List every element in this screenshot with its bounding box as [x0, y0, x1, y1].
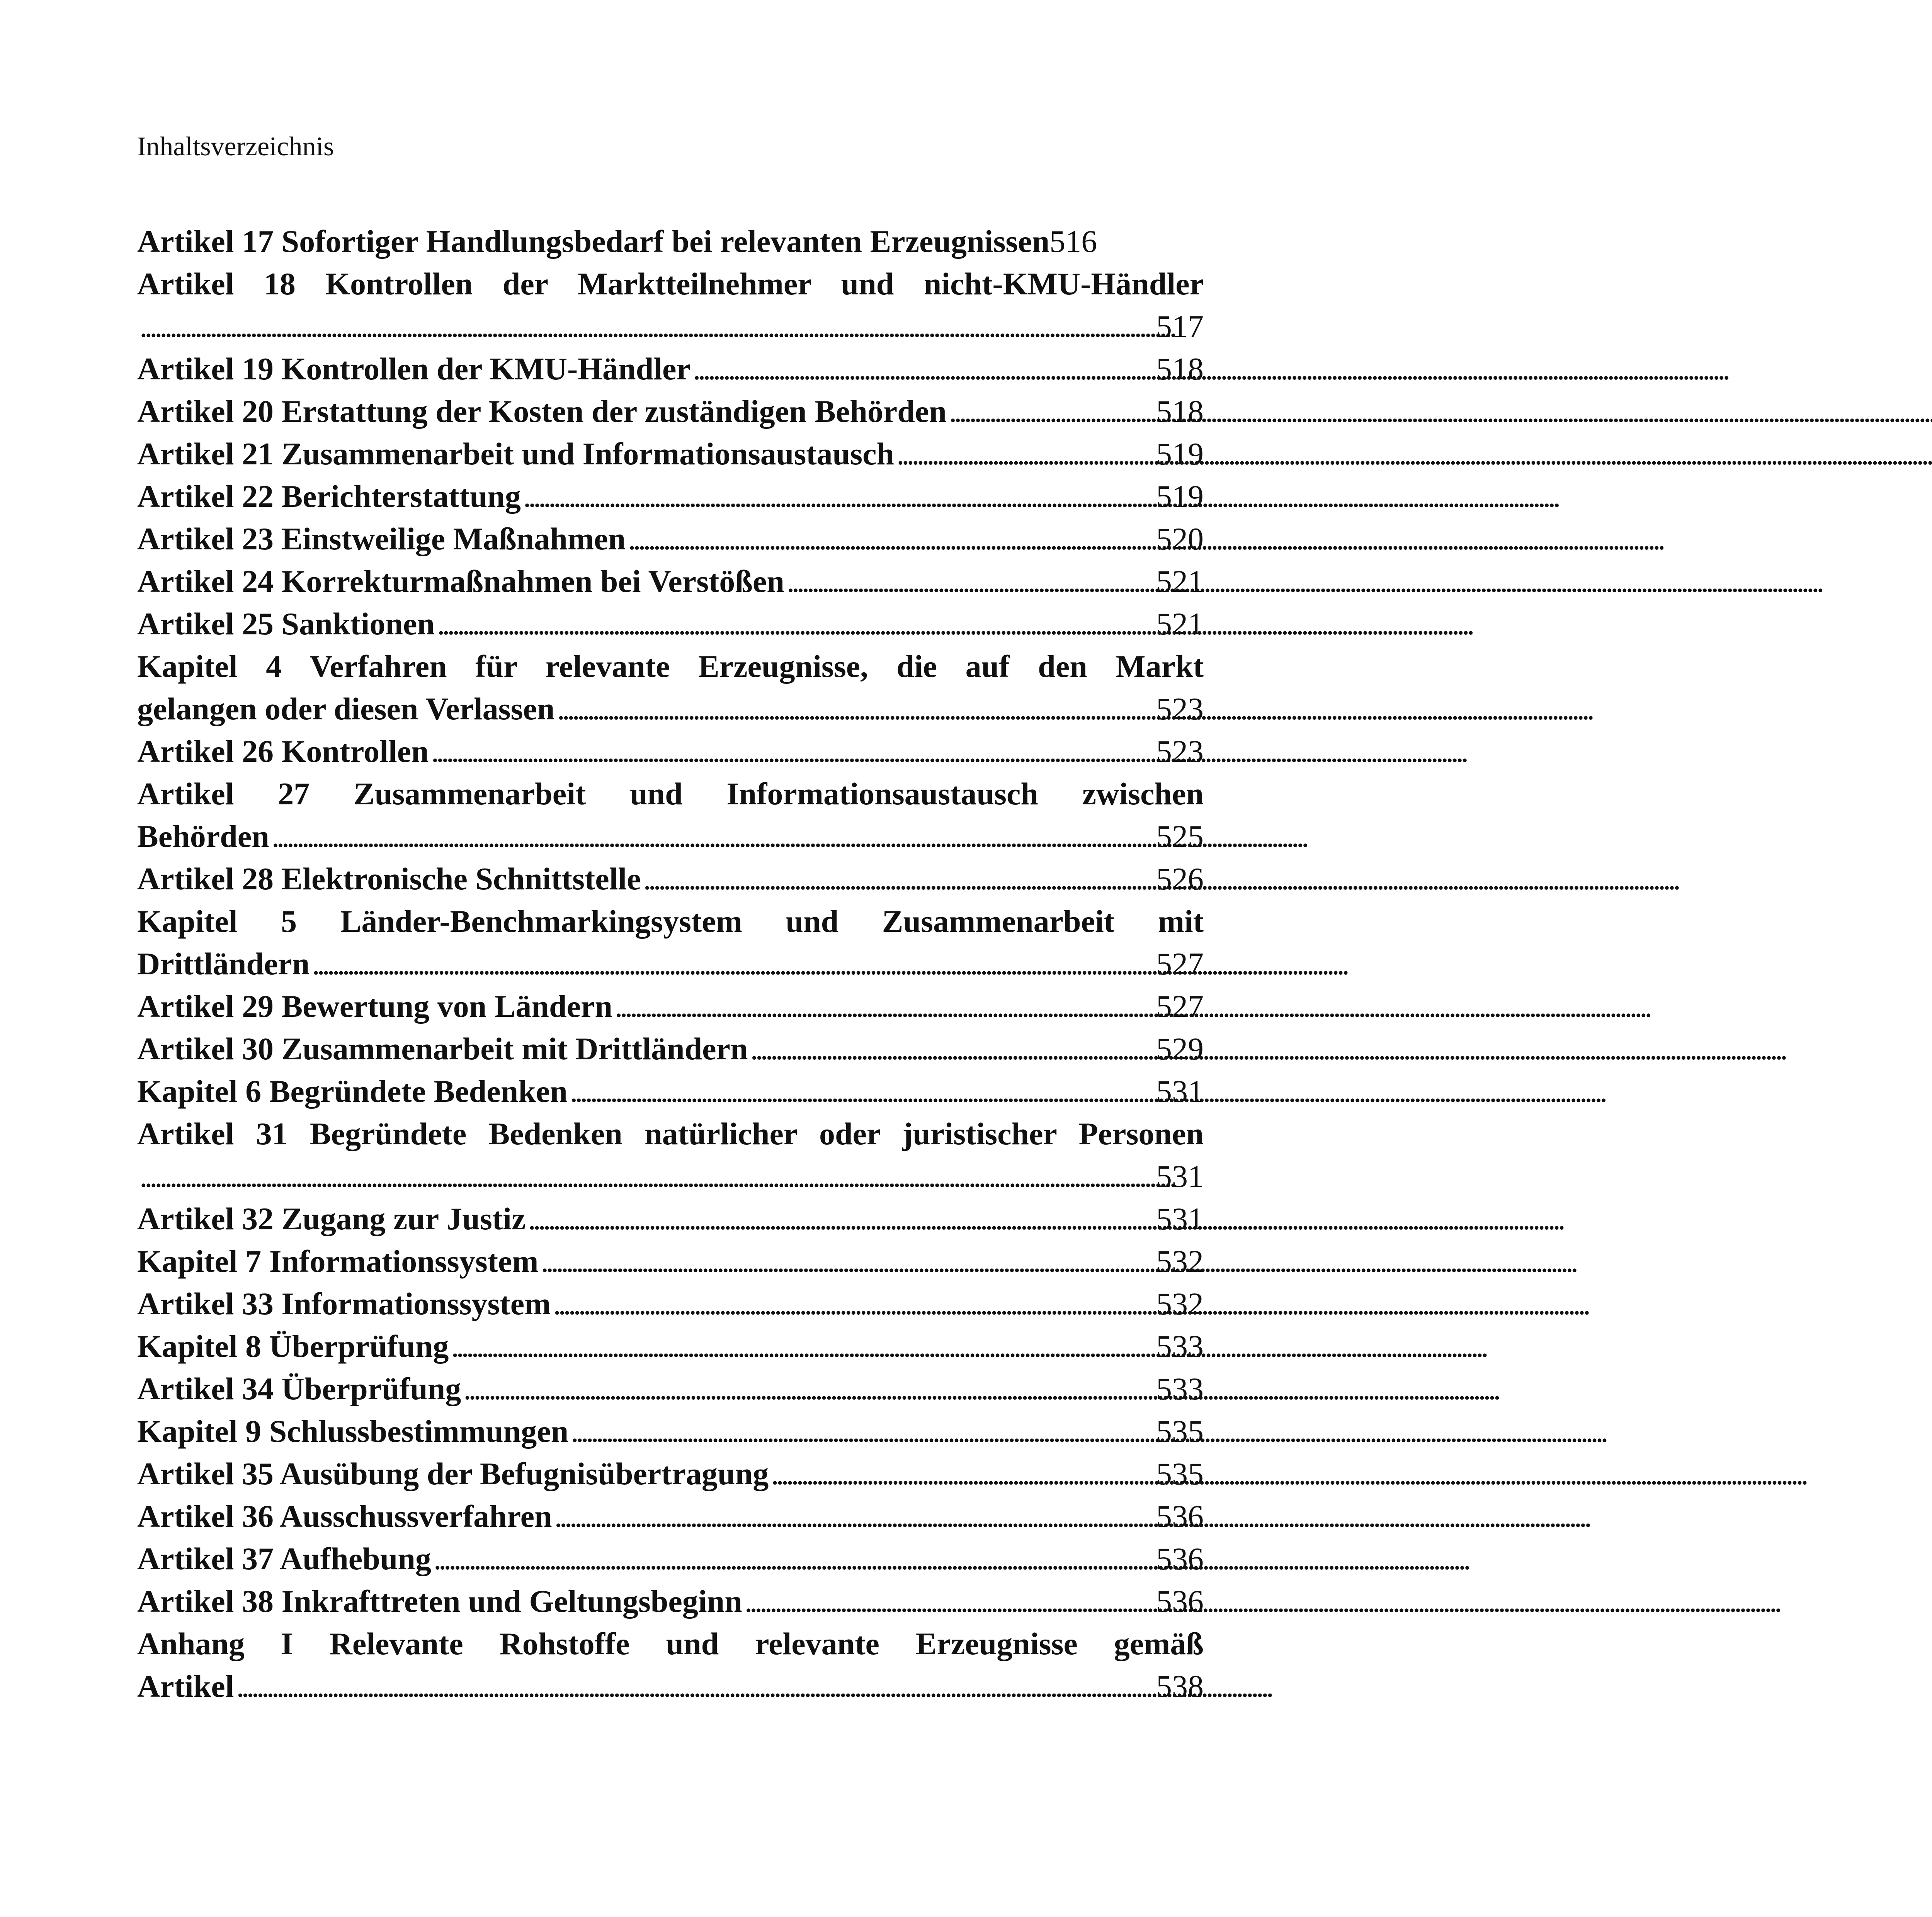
toc-entry-page: 517 — [1156, 309, 1204, 344]
dot-leader — [949, 390, 1154, 433]
toc-entry-title: Kapitel 4 Verfahren für relevante Erzeugnisse, die auf den Markt — [137, 649, 1204, 684]
toc-entry[interactable] — [137, 220, 1204, 263]
dot-leader — [570, 1070, 1154, 1113]
toc-entry-title: Artikel 31 Begründete Bedenken natürlicher oder juristischer Personen — [137, 1116, 1204, 1151]
toc-entry-title: Anhang I Relevante Rohstoffe und relevante Erzeugnisse gemäß — [137, 1626, 1204, 1661]
toc-entry-title-continued: Drittländern — [137, 946, 310, 981]
toc-entry-title: Artikel 17 Sofortiger Handlungsbedarf bei relevanten Erzeugnissen — [137, 224, 1050, 259]
toc-entry-chapter[interactable] — [137, 900, 1204, 985]
toc-entry-page: 532 — [1156, 1286, 1204, 1321]
toc-entry-page: 536 — [1156, 1541, 1204, 1576]
toc-entry-title: Artikel 30 Zusammenarbeit mit Drittländern — [137, 1031, 748, 1066]
toc-entry-page: 527 — [1156, 989, 1204, 1024]
dot-leader — [557, 688, 1154, 730]
toc-entry-title: Artikel 37 Aufhebung — [137, 1541, 431, 1576]
toc-entry-chapter[interactable] — [137, 1240, 1204, 1283]
toc-entry-annex[interactable] — [137, 1623, 1204, 1708]
toc-entry-page: 516 — [1049, 224, 1097, 259]
toc-entry[interactable] — [137, 1368, 1204, 1410]
dot-leader — [139, 1155, 1154, 1198]
toc-entry-title: Artikel 33 Informationssystem — [137, 1286, 551, 1321]
toc-entry[interactable] — [137, 348, 1204, 390]
toc-entry-page: 519 — [1156, 436, 1204, 471]
dot-leader — [463, 1368, 1154, 1410]
toc-entry[interactable] — [137, 390, 1204, 433]
dot-leader — [437, 603, 1154, 645]
toc-entry[interactable] — [137, 433, 1204, 475]
toc-entry-title-continued: Artikel — [137, 1669, 234, 1704]
toc-entry-title-continued: gelangen oder diesen Verlassen — [137, 691, 555, 726]
dot-leader — [787, 560, 1154, 603]
dot-leader — [431, 730, 1154, 773]
toc-entry-page: 520 — [1156, 521, 1204, 556]
toc-entry-page: 521 — [1156, 564, 1204, 599]
dot-leader — [571, 1410, 1154, 1453]
toc-entry-title: Artikel 38 Inkrafttreten und Geltungsbeginn — [137, 1584, 742, 1619]
dot-leader — [643, 858, 1154, 900]
toc-entry-title: Artikel 18 Kontrollen der Marktteilnehmer und nicht-KMU-Händler — [137, 266, 1204, 301]
toc-entry-page: 518 — [1156, 394, 1204, 429]
toc-entry-page: 518 — [1156, 351, 1204, 386]
toc-entry-chapter[interactable] — [137, 1410, 1204, 1453]
toc-entry-page: 535 — [1156, 1414, 1204, 1449]
toc-entry-title: Artikel 22 Berichterstattung — [137, 479, 521, 514]
toc-entry-title: Artikel 28 Elektronische Schnittstelle — [137, 861, 641, 896]
dot-leader — [750, 1028, 1154, 1070]
toc-entry[interactable] — [137, 1028, 1204, 1070]
toc-entry[interactable] — [137, 1453, 1204, 1495]
toc-entry[interactable] — [137, 1580, 1204, 1623]
toc-entry[interactable] — [137, 773, 1204, 858]
toc-entry[interactable] — [137, 475, 1204, 518]
toc-entry-title: Artikel 20 Erstattung der Kosten der zuständigen Behörden — [137, 394, 947, 429]
dot-leader — [236, 1665, 1154, 1708]
toc-entry-page: 531 — [1156, 1159, 1204, 1194]
dot-leader — [541, 1240, 1154, 1283]
toc-entry-page: 523 — [1156, 734, 1204, 769]
toc-entry-title: Artikel 21 Zusammenarbeit und Informationsaustausch — [137, 436, 895, 471]
dot-leader — [528, 1198, 1154, 1240]
dot-leader — [771, 1453, 1154, 1495]
dot-leader — [451, 1325, 1154, 1368]
dot-leader — [553, 1283, 1154, 1325]
dot-leader — [554, 1495, 1154, 1538]
toc-entry-title: Artikel 34 Überprüfung — [137, 1371, 461, 1406]
toc-entry[interactable] — [137, 263, 1204, 348]
toc-entry-title: Artikel 23 Einstweilige Maßnahmen — [137, 521, 626, 556]
toc-entry-page: 531 — [1156, 1201, 1204, 1236]
toc-entry-title: Kapitel 5 Länder-Benchmarkingsystem und Zusammenarbeit mit — [137, 904, 1204, 939]
toc-entry-title: Artikel 32 Zugang zur Justiz — [137, 1201, 526, 1236]
dot-leader — [693, 348, 1154, 390]
toc-entry-page: 525 — [1156, 819, 1204, 854]
toc-entry[interactable] — [137, 518, 1204, 560]
toc-entry-title-continued: Behörden — [137, 819, 269, 854]
toc-entry[interactable] — [137, 603, 1204, 645]
toc-entry-title: Artikel 29 Bewertung von Ländern — [137, 989, 612, 1024]
toc-entry-title: Artikel 35 Ausübung der Befugnisübertragung — [137, 1456, 769, 1491]
toc-entry[interactable] — [137, 560, 1204, 603]
toc-entry-page: 533 — [1156, 1371, 1204, 1406]
toc-entry[interactable] — [137, 1283, 1204, 1325]
toc-entry-page: 538 — [1156, 1669, 1204, 1704]
toc-entry-chapter[interactable] — [137, 1325, 1204, 1368]
dot-leader — [139, 305, 1154, 348]
toc-entry-title: Artikel 25 Sanktionen — [137, 606, 435, 641]
toc-entry-page: 533 — [1156, 1329, 1204, 1364]
toc-entry-page: 536 — [1156, 1499, 1204, 1534]
toc-entry-page: 529 — [1156, 1031, 1204, 1066]
toc-entry-page: 531 — [1156, 1074, 1204, 1109]
toc-entry-title: Kapitel 6 Begründete Bedenken — [137, 1074, 568, 1109]
toc-entry[interactable] — [137, 730, 1204, 773]
dot-leader — [312, 943, 1154, 985]
toc-entry-title: Artikel 27 Zusammenarbeit und Informationsaustausch zwischen — [137, 776, 1204, 811]
toc-entry-title: Artikel 26 Kontrollen — [137, 734, 429, 769]
toc-entry-title: Kapitel 9 Schlussbestimmungen — [137, 1414, 569, 1449]
toc-entry-title: Artikel 24 Korrekturmaßnahmen bei Verstößen — [137, 564, 784, 599]
toc-entry-title: Kapitel 7 Informationssystem — [137, 1244, 539, 1279]
toc-entry-title: Artikel 36 Ausschussverfahren — [137, 1499, 552, 1534]
toc-entry-title: Kapitel 8 Überprüfung — [137, 1329, 449, 1364]
toc-entry[interactable] — [137, 1495, 1204, 1538]
running-header-title: Inhaltsverzeichnis — [137, 132, 334, 161]
toc-entry-page: 519 — [1156, 479, 1204, 514]
toc-entry-page: 535 — [1156, 1456, 1204, 1491]
toc-entry[interactable] — [137, 1538, 1204, 1580]
toc-entry[interactable] — [137, 1198, 1204, 1240]
table-of-contents — [137, 220, 1204, 1708]
toc-entry-page: 526 — [1156, 861, 1204, 896]
toc-entry[interactable] — [137, 985, 1204, 1028]
dot-leader — [615, 985, 1154, 1028]
toc-entry[interactable] — [137, 1113, 1204, 1198]
dot-leader — [896, 433, 1154, 475]
dot-leader — [745, 1580, 1154, 1623]
toc-entry-chapter[interactable] — [137, 645, 1204, 730]
toc-entry-page: 536 — [1156, 1584, 1204, 1619]
toc-entry-page: 527 — [1156, 946, 1204, 981]
dot-leader — [434, 1538, 1154, 1580]
dot-leader — [628, 518, 1154, 560]
toc-entry-title: Artikel 19 Kontrollen der KMU-Händler — [137, 351, 690, 386]
toc-entry-chapter[interactable] — [137, 1070, 1204, 1113]
dot-leader — [523, 475, 1154, 518]
dot-leader — [272, 815, 1154, 858]
toc-entry-page: 532 — [1156, 1244, 1204, 1279]
toc-entry-page: 523 — [1156, 691, 1204, 726]
toc-entry[interactable] — [137, 858, 1204, 900]
toc-entry-page: 521 — [1156, 606, 1204, 641]
